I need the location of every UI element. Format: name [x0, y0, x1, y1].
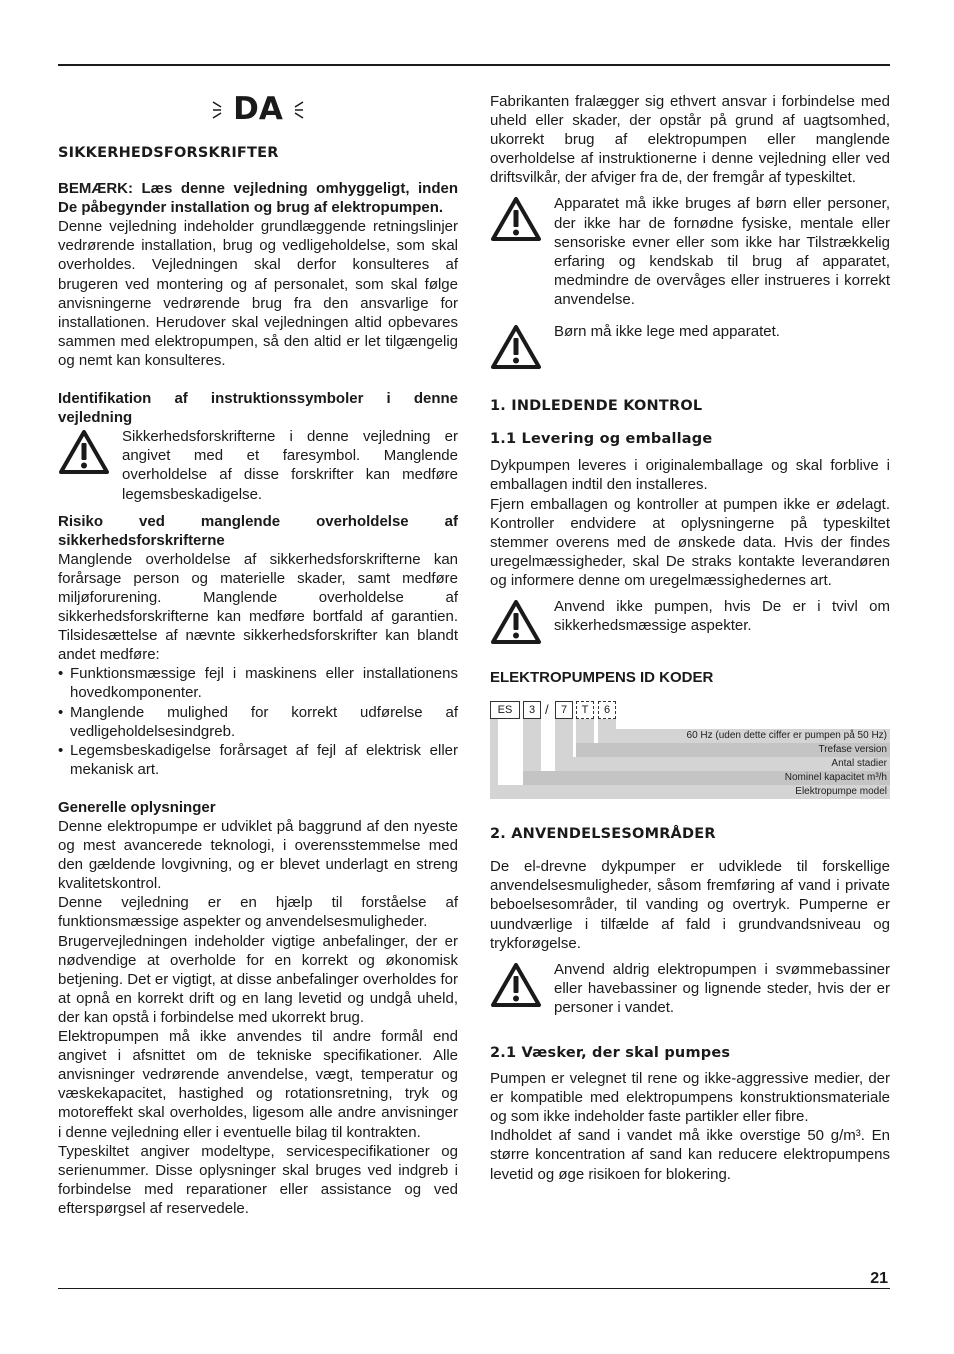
id-code-diagram	[490, 701, 890, 799]
code-phase: T	[576, 701, 594, 719]
id-code-title: ELEKTROPUMPENS ID KODER	[490, 669, 714, 687]
ident-warning	[58, 427, 458, 503]
doubt-warning-text: Anvend ikke pumpen, hvis De er i tvivl om sikkerhedsmæssige aspekter.	[554, 597, 890, 635]
ident-title: Identifikation af instruktionssymboler i denne vejledning	[58, 390, 458, 427]
warning-icon	[490, 322, 554, 375]
play-warning	[490, 322, 890, 375]
general-paragraph: Elektropumpen må ikke anvendes til andre formål end angivet i afsnittet om de tekniske specifikationer. Alle anvisninger vedrørende anvendelse, vægt, temperatur og væskekapacitet, hastighed og rotationsretning, tryk og motoreffekt skal overholdes, ligesom alle andre anvisninger i denne vejledning eller i eventuelle bilag til kontrakten.	[58, 1028, 458, 1141]
children-warning	[490, 194, 890, 309]
right-column	[490, 92, 890, 1184]
code-slash: /	[545, 702, 549, 718]
application-text: De el-drevne dykpumper er udviklede til forskellige anvendelsesmuligheder, såsom fremføring af vand i private beboelsesområder, til vanding og overtryk. Pumperne er uundværlige i tilfælde af fald i grundvandsniveau og trykforøgelse.	[490, 858, 890, 952]
risk-list	[58, 664, 458, 779]
delivery-text-1: Dykpumpen leveres i originalemballage og skal forblive i emballagen indtil den installeres.	[490, 457, 890, 494]
doubt-warning	[490, 597, 890, 650]
general-paragraph: Denne vejledning er en hjælp til forståelse af funktionsmæssige aspekter og anvendelsesmuligheder.	[58, 894, 458, 931]
liquids-text-1: Pumpen er velegnet til rene og ikke-aggressive medier, der er kompatible med elektropumpens konstruktionsmateriale og som ikke indeholder faste partikler eller fibre.	[490, 1070, 890, 1126]
risk-text: Manglende overholdelse af sikkerhedsforskrifterne kan forårsage person og materielle skader, samt medføre miljøforurening. Manglende overholdelse af sikkerhedsforskrifterne kan medføre bortfald af garantien. Tilsidesættelse af nævnte sikkerhedsforskrifter kan blandt andet medføre:	[58, 550, 458, 664]
disclaimer-text: Fabrikanten fralægger sig ethvert ansvar i forbindelse med uheld eller skader, der opstår på grund af uagtsomhed, ukorrekt brug af elektropumpen eller manglende overholdelse af instruktionerne i denne vejledning eller ved driftsvilkår, der afviger fra de, der fremgår af typeskiltet.	[490, 93, 890, 187]
list-item: • Legemsbeskadigelse forårsaget af fejl af elektrisk eller mekanisk art.	[58, 741, 458, 779]
label-phase: Trefase version	[818, 744, 887, 756]
section-2-title: 2. ANVENDELSESOMRÅDER	[490, 826, 716, 843]
general-paragraph: Denne elektropumpe er udviklet på baggrund af den nyeste og mest avancerede teknologi, i overensstemmelse med den gældende lovgivning, og er blevet underlagt en streng kvalitetskontrol.	[58, 818, 458, 893]
marker-right-icon	[291, 99, 305, 121]
delivery-text-2: Fjern emballagen og kontroller at pumpen ikke er ødelagt. Kontroller endvidere at oplysningerne på typeskiltet stemmer overens med de ønskede data. Hvis der findes uregelmæssigheder, skal De straks kontakte leverandøren og informere denne om uregelmæssighedernes art.	[490, 495, 890, 589]
code-capacity: 3	[523, 701, 541, 719]
label-stages: Antal stadier	[831, 758, 887, 770]
marker-left-icon	[211, 99, 225, 121]
children-warning-text: Apparatet må ikke bruges af børn eller personer, der ikke har de fornødne fysiske, mentale eller sensoriske evner eller som ikke har Tilstrækkelig erfaring og kendskab til brug af apparatet, medmindre de overvåges eller instrueres i korrekt anvendelse.	[554, 195, 890, 308]
warning-icon	[58, 427, 122, 480]
code-model: ES	[490, 701, 520, 719]
general-title: Generelle oplysninger	[58, 798, 216, 816]
note-text: Denne vejledning indeholder grundlæggende retningslinjer vedrørende installation, brug og vedligeholdelse, som skal overholdes. Vejledningen skal derfor konsulteres af brugeren ved montering og af personalet, som skal følge anvisningerne vedrørende brug fra den ansvarlige for installationen. Herudover skal vejledningen altid opbevares sammen med elektropumpen, så den altid er let tilgængelig og nemt kan konsulteres.	[58, 218, 458, 369]
list-item: • Manglende mulighed for korrekt udførelse af vedligeholdelsesindgreb.	[58, 703, 458, 741]
label-frequency: 60 Hz (uden dette ciffer er pumpen på 50 Hz)	[686, 730, 887, 742]
play-warning-text: Børn må ikke lege med apparatet.	[554, 323, 780, 341]
liquids-text-2: Indholdet af sand i vandet må ikke overstige 50 g/m³. En større koncentration af sand kan reducere elektropumpens levetid og øge risikoen for blokering.	[490, 1127, 890, 1183]
label-capacity: Nominel kapacitet m³/h	[784, 772, 887, 784]
general-paragraph: Typeskiltet angiver modeltype, servicespecifikationer og serienummer. Disse oplysninger skal bruges ved indgreb i forbindelse med reparationer eller assistance og ved efterspørgsel af reservedele.	[58, 1142, 458, 1217]
pool-warning-text: Anvend aldrig elektropumpen i svømmebassiner eller havebassiner og lignende steder, hvis der er personer i vandet.	[554, 960, 890, 1016]
section-1-title: 1. INDLEDENDE KONTROL	[490, 398, 703, 415]
general-paragraph: Brugervejledningen indeholder vigtige anbefalinger, der er nødvendige at overholde for en korrekt og økonomisk betjening. Det er vigtigt, at disse anbefalinger overholdes for at opnå en korrekt drift og en lang levetid og undgå uheld, der kan opstå i forbindelse med ukorrekt brug.	[58, 932, 458, 1026]
safety-title: SIKKERHEDSFORSKRIFTER	[58, 145, 279, 161]
section-1-1-title: 1.1 Levering og emballage	[490, 431, 713, 448]
left-column	[58, 92, 458, 1218]
section-2-1-title: 2.1 Væsker, der skal pumpes	[490, 1045, 731, 1061]
language-code: DA	[233, 91, 283, 128]
top-rule	[58, 64, 890, 66]
ident-warning-text: Sikkerhedsforskrifterne i denne vejledning er angivet med et faresymbol. Manglende overholdelse af disse forskrifter kan medføre legemsbeskadigelse.	[122, 428, 458, 503]
note-bold: BEMÆRK: Læs denne vejledning omhyggeligt, inden De påbegynder installation og brug af elektropumpen.	[58, 180, 458, 217]
pool-warning	[490, 960, 890, 1017]
language-mark	[58, 92, 458, 128]
warning-icon	[490, 597, 554, 650]
code-frequency: 6	[598, 701, 616, 719]
code-stages: 7	[555, 701, 573, 719]
warning-icon	[490, 960, 554, 1013]
label-model: Elektropumpe model	[795, 786, 887, 798]
warning-icon	[490, 194, 554, 247]
page-number: 21	[870, 1270, 888, 1287]
bottom-rule	[58, 1288, 890, 1289]
list-item: • Funktionsmæssige fejl i maskinens eller installationens hovedkomponenter.	[58, 664, 458, 702]
risk-title: Risiko ved manglende overholdelse af sikkerhedsforskrifterne	[58, 512, 458, 549]
